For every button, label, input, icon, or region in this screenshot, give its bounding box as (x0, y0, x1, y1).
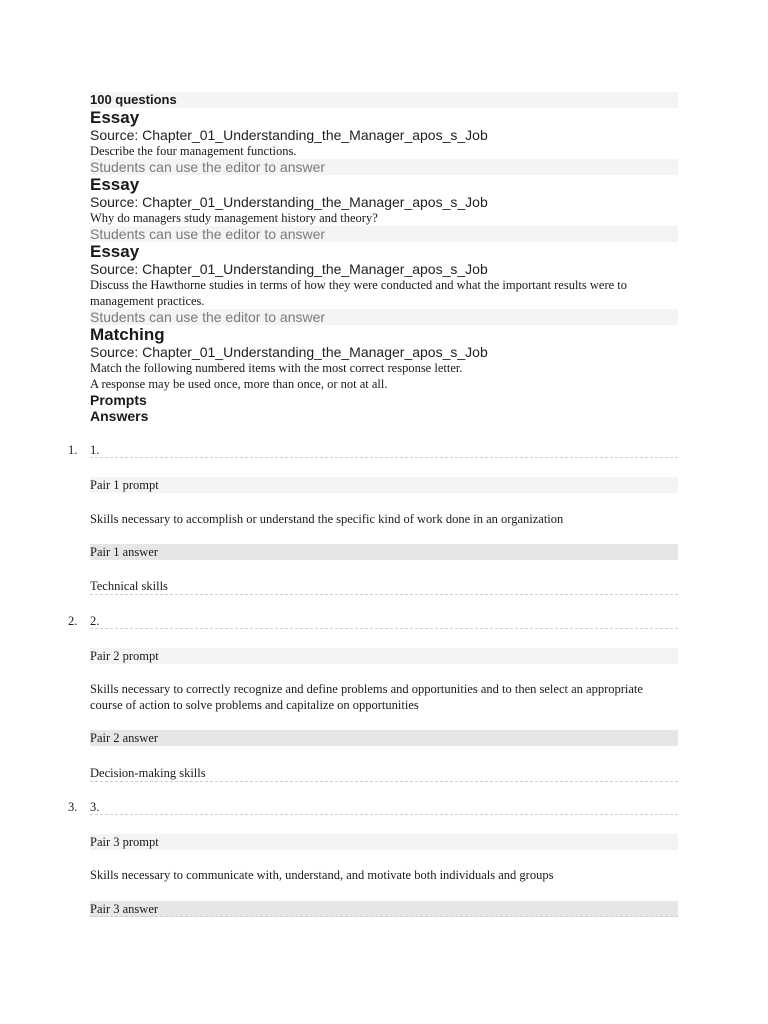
pair-sub-number: 2. (90, 613, 678, 629)
pair-prompt-text: Skills necessary to correctly recognize and define problems and opportunities and to then select an appropriate course of action to solve problems and capitalize on opportunities (90, 682, 643, 712)
pair-number-row (68, 799, 678, 815)
question-text: Discuss the Hawthorne studies in terms of how they were conducted and what the important results were to management practices. (90, 278, 628, 308)
pair-number: 2. (68, 614, 78, 628)
pair-number-row (68, 613, 678, 629)
question-1 (90, 108, 678, 175)
pair-sub-number: 1. (90, 442, 678, 458)
question-source: Source: Chapter_01_Understanding_the_Manager_apos_s_Job (90, 261, 488, 277)
question-type: Essay (90, 175, 140, 194)
pair-answer-label: Pair 1 answer (90, 544, 678, 560)
answers-heading: Answers (90, 408, 149, 424)
pair-answer-label: Pair 2 answer (90, 730, 678, 746)
pair-number: 3. (68, 800, 78, 814)
question-type: Matching (90, 325, 165, 344)
question-type: Essay (90, 242, 140, 261)
answer-editor[interactable]: Students can use the editor to answer (90, 309, 678, 325)
question-2 (90, 175, 678, 242)
pair-prompt-text: Skills necessary to accomplish or understand the specific kind of work done in an organization (90, 512, 564, 526)
question-text: Why do managers study management history and theory? (90, 211, 378, 225)
pair-number: 1. (68, 443, 78, 457)
question-type: Essay (90, 108, 140, 127)
pair-prompt-label: Pair 2 prompt (90, 648, 678, 664)
answer-editor[interactable]: Students can use the editor to answer (90, 226, 678, 242)
question-count: 100 questions (90, 92, 678, 108)
pair-sub-number: 3. (90, 799, 678, 815)
question-sheet (90, 92, 678, 424)
pair-prompt-label: Pair 1 prompt (90, 477, 678, 493)
answer-editor[interactable]: Students can use the editor to answer (90, 159, 678, 175)
question-3 (90, 242, 678, 325)
pair-answer-text[interactable]: Technical skills (90, 578, 678, 595)
pair-answer-label: Pair 3 answer (90, 901, 678, 917)
pair-answer-text[interactable]: Decision-making skills (90, 765, 678, 782)
prompts-heading: Prompts (90, 392, 147, 408)
pair-number-row (68, 442, 678, 458)
question-source: Source: Chapter_01_Understanding_the_Manager_apos_s_Job (90, 344, 488, 360)
matching-instruction: A response may be used once, more than once, or not at all. (90, 377, 388, 391)
question-text: Describe the four management functions. (90, 144, 297, 158)
pair-prompt-label: Pair 3 prompt (90, 834, 678, 850)
pair-prompt-text: Skills necessary to communicate with, understand, and motivate both individuals and groups (90, 868, 554, 882)
question-source: Source: Chapter_01_Understanding_the_Manager_apos_s_Job (90, 194, 488, 210)
question-4-matching (90, 325, 678, 424)
question-source: Source: Chapter_01_Understanding_the_Manager_apos_s_Job (90, 127, 488, 143)
matching-instruction: Match the following numbered items with the most correct response letter. (90, 361, 463, 375)
